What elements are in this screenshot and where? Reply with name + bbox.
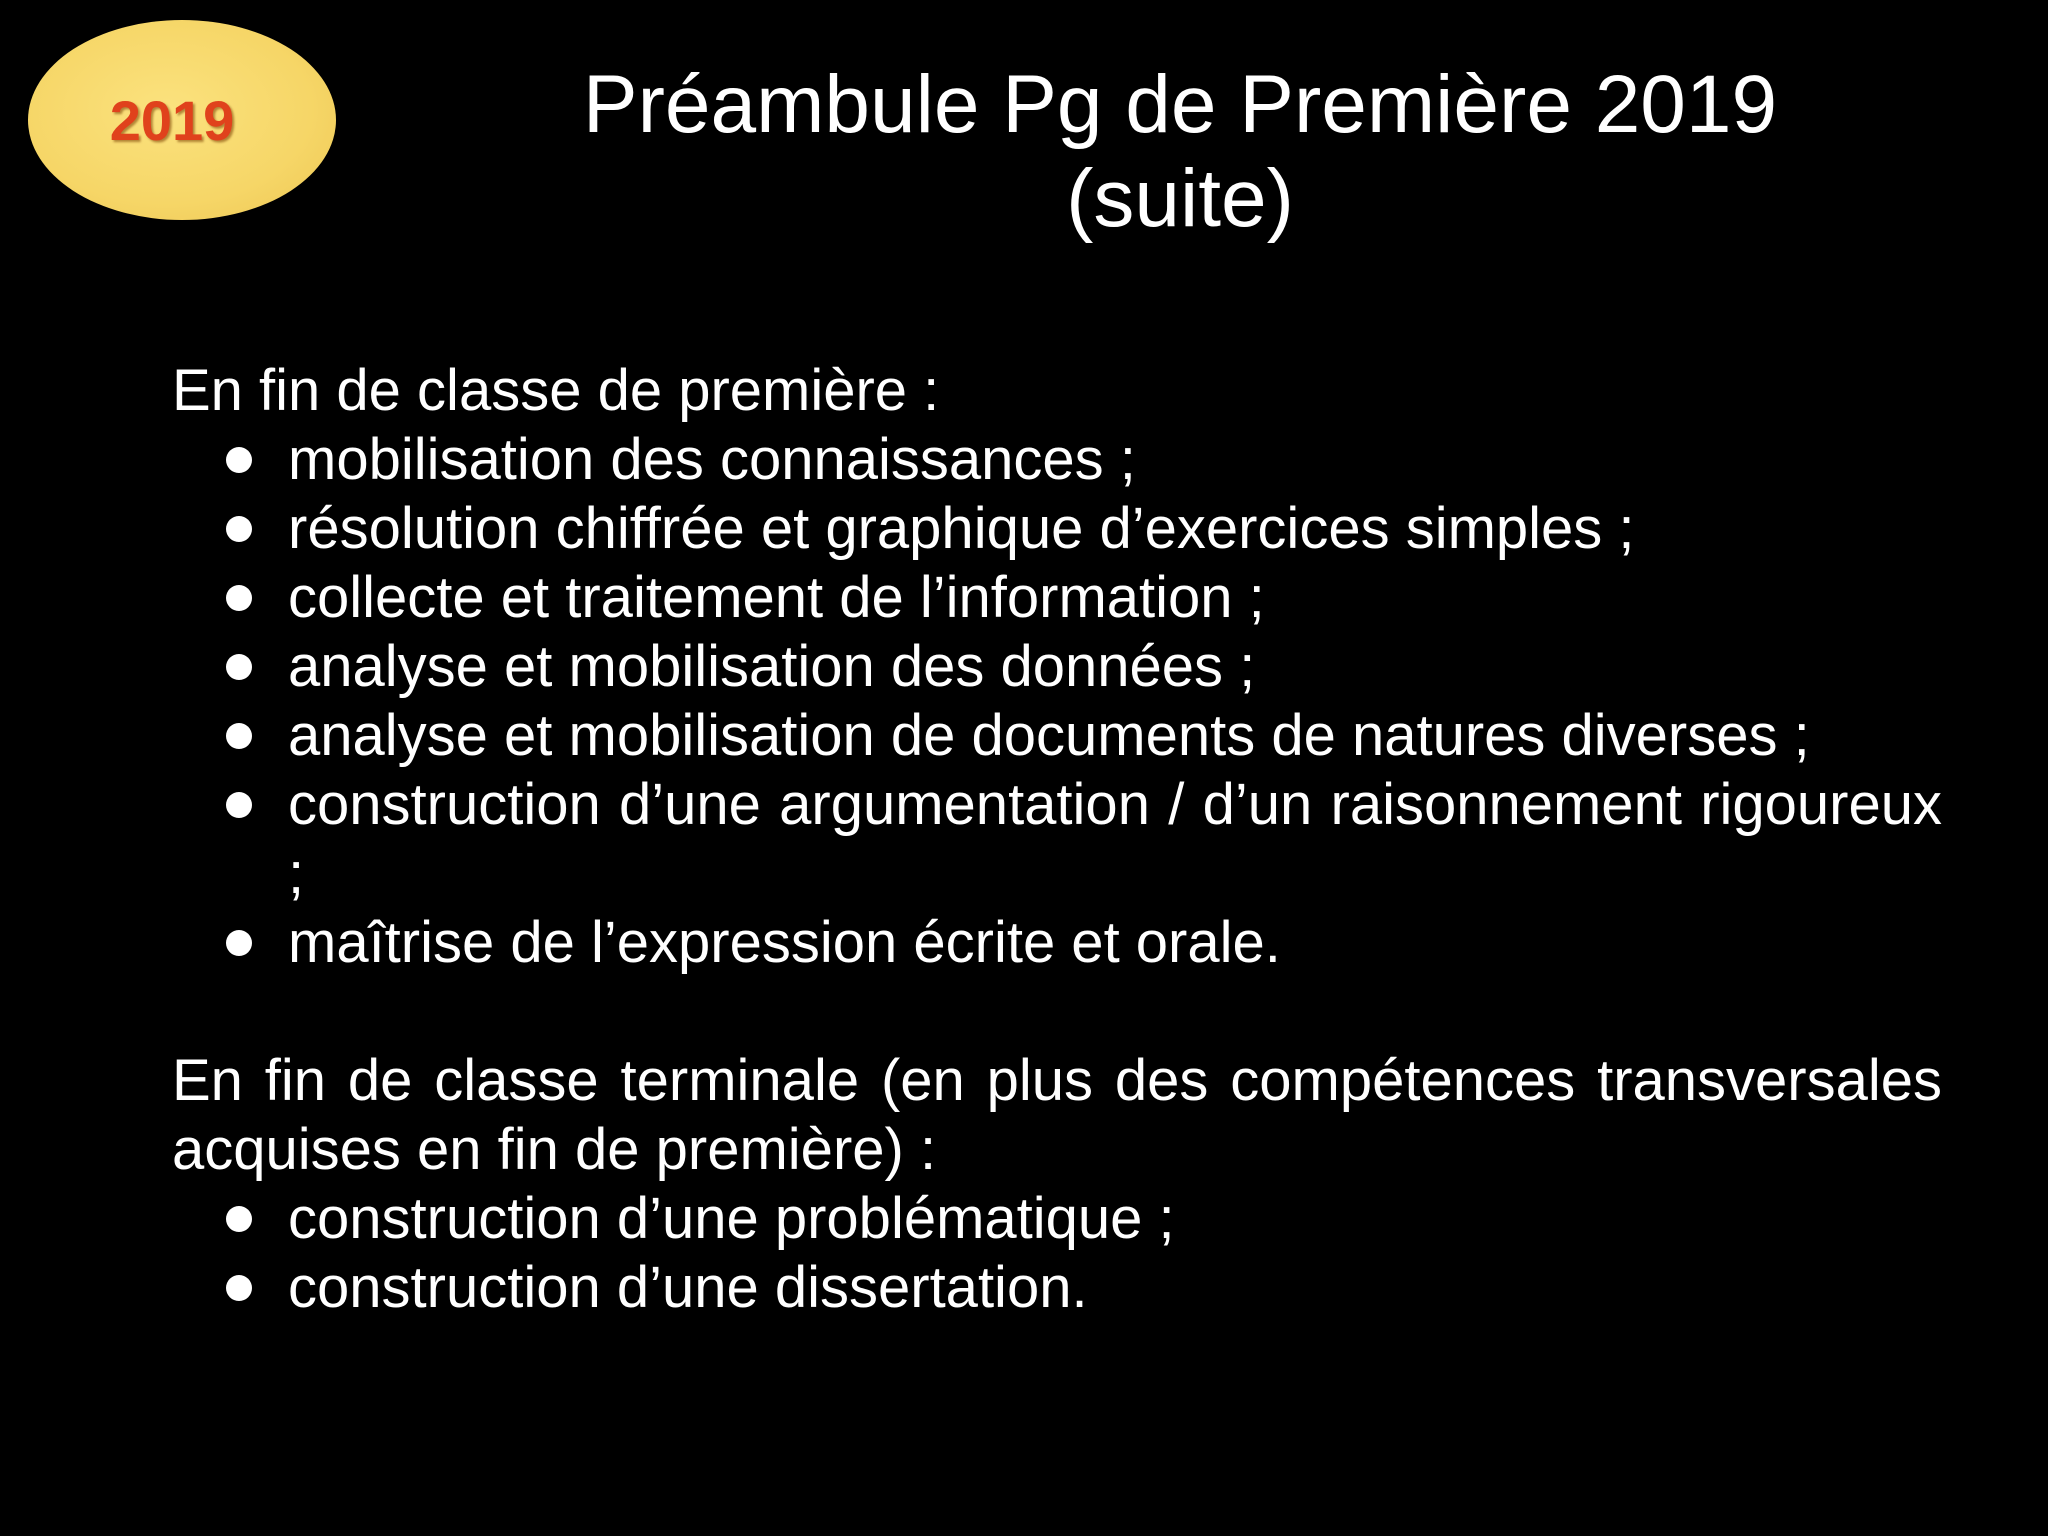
bullet-icon <box>226 723 252 749</box>
list-item-text: mobilisation des connaissances ; <box>288 427 1136 492</box>
list-item-text: collecte et traitement de l’information ; <box>288 565 1265 630</box>
premiere-list <box>172 425 1942 977</box>
list-item <box>172 701 1942 770</box>
bullet-icon <box>226 447 252 473</box>
bullet-icon <box>226 1206 252 1232</box>
list-item <box>172 908 1942 977</box>
slide-body <box>172 356 1942 1322</box>
bullet-icon <box>226 654 252 680</box>
list-item <box>172 425 1942 494</box>
bullet-icon <box>226 1275 252 1301</box>
bullet-icon <box>226 516 252 542</box>
list-item <box>172 632 1942 701</box>
bullet-icon <box>226 930 252 956</box>
list-item-text: résolution chiffrée et graphique d’exercices simples ; <box>288 496 1635 561</box>
slide-title <box>440 58 1920 246</box>
list-item-text: construction d’une argumentation / d’un raisonnement rigoureux ; <box>288 772 1942 906</box>
slide-title-line-1: Préambule Pg de Première 2019 <box>582 59 1778 150</box>
list-item <box>172 563 1942 632</box>
bullet-icon <box>226 585 252 611</box>
terminale-intro: En fin de classe terminale (en plus des compétences transversales acquises en fin de première) : <box>172 1048 1942 1182</box>
list-item-text: maîtrise de l’expression écrite et orale. <box>288 910 1281 975</box>
list-item <box>172 494 1942 563</box>
list-item-text: construction d’une problématique ; <box>288 1186 1175 1251</box>
list-item <box>172 1184 1942 1253</box>
bullet-icon <box>226 792 252 818</box>
year-badge-label: 2019 <box>109 88 235 152</box>
year-badge <box>28 20 336 220</box>
list-item-text: construction d’une dissertation. <box>288 1255 1088 1320</box>
section-spacer <box>172 977 1942 1046</box>
slide-title-line-2: (suite) <box>1066 153 1294 244</box>
terminale-list <box>172 1184 1942 1322</box>
premiere-intro: En fin de classe de première : <box>172 358 940 423</box>
list-item <box>172 1253 1942 1322</box>
list-item <box>172 770 1942 908</box>
list-item-text: analyse et mobilisation des données ; <box>288 634 1256 699</box>
list-item-text: analyse et mobilisation de documents de natures diverses ; <box>288 703 1810 768</box>
